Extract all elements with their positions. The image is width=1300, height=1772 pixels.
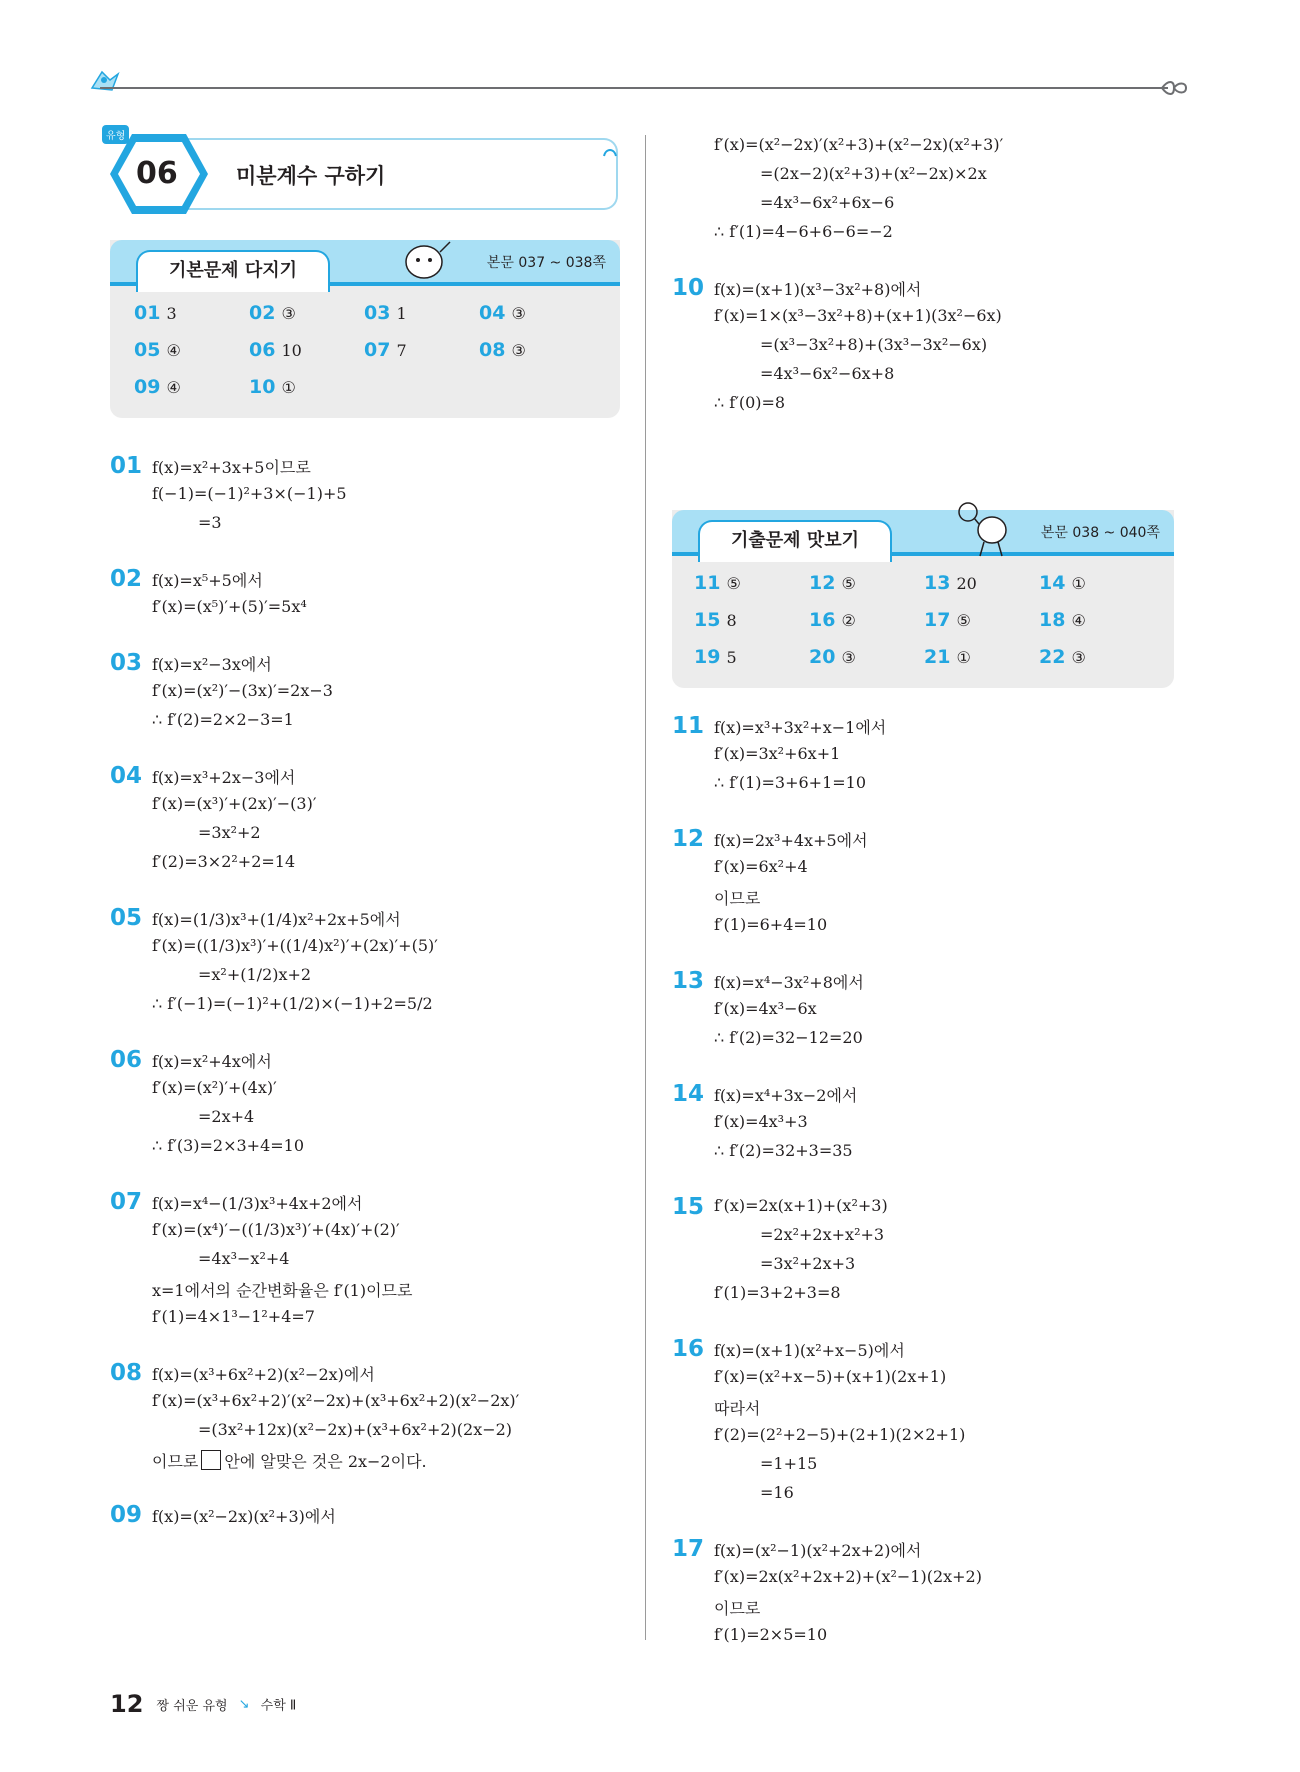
solution-line: f(−1)=(−1)²+3×(−1)+5 xyxy=(152,484,347,503)
solution-line: ∴ f′(2)=32−12=20 xyxy=(714,1028,863,1047)
section-title: 미분계수 구하기 xyxy=(236,164,386,188)
solution-line: ∴ f′(2)=32+3=35 xyxy=(714,1141,853,1160)
solution-line: x=1에서의 순간변화율은 f′(1)이므로 xyxy=(152,1281,413,1300)
answer-number: 11 xyxy=(694,572,721,594)
exam-page-ref: 본문 038 ~ 040쪽 xyxy=(1040,525,1160,541)
solution-line: f′(x)=(x²+x−5)+(x+1)(2x+1) xyxy=(714,1367,947,1386)
answer-value: ① xyxy=(281,378,296,397)
answer-number: 07 xyxy=(364,339,391,361)
answer-value: ④ xyxy=(166,341,181,360)
solution-line: f′(x)=(x²−2x)′(x²+3)+(x²−2x)(x²+3)′ xyxy=(714,135,1004,154)
basic-tab: 기본문제 다지기 xyxy=(136,250,330,292)
solution-line: f(x)=x²−3x에서 xyxy=(152,655,272,674)
solution-line: f′(1)=2×5=10 xyxy=(714,1625,828,1644)
answer-value: ① xyxy=(1071,574,1086,593)
page-number: 12 xyxy=(110,1690,144,1718)
answer-number: 18 xyxy=(1039,609,1066,631)
solution-line: ∴ f′(3)=2×3+4=10 xyxy=(152,1136,305,1155)
answer-number: 05 xyxy=(134,339,161,361)
solution-number: 15 xyxy=(672,1194,705,1220)
solution-line: =1+15 xyxy=(760,1454,818,1473)
basic-page-ref: 본문 037 ~ 038쪽 xyxy=(486,255,606,271)
answer-value: ③ xyxy=(511,304,526,323)
section-number: 06 xyxy=(136,156,178,191)
bird-mascot-icon xyxy=(88,62,122,96)
answer-item xyxy=(249,376,296,398)
solution-line: f(x)=(1/3)x³+(1/4)x²+2x+5에서 xyxy=(152,910,401,929)
answer-value: 20 xyxy=(956,574,977,593)
solution-line: f(x)=2x³+4x+5에서 xyxy=(714,831,868,850)
solution-number: 08 xyxy=(110,1360,143,1386)
answer-number: 03 xyxy=(364,302,391,324)
answer-value: 5 xyxy=(726,648,737,667)
answer-number: 02 xyxy=(249,302,276,324)
solution-line: f(x)=x⁴−3x²+8에서 xyxy=(714,973,864,992)
page-footer xyxy=(110,1690,296,1718)
answer-value: 8 xyxy=(726,611,737,630)
solution-line: f′(1)=6+4=10 xyxy=(714,915,828,934)
solution-number: 03 xyxy=(110,650,143,676)
answer-item xyxy=(924,572,977,594)
solution-line: f′(x)=4x³−6x xyxy=(714,999,817,1018)
solution-line: 이므로 xyxy=(714,1599,761,1618)
solution-line: f(x)=x⁴−(1/3)x³+4x+2에서 xyxy=(152,1194,363,1213)
column-divider xyxy=(645,135,646,1640)
answer-item xyxy=(479,302,526,324)
solution-line: ∴ f′(1)=4−6+6−6=−2 xyxy=(714,222,893,241)
solution-line: ∴ f′(0)=8 xyxy=(714,393,786,412)
solution-line: ∴ f′(2)=2×2−3=1 xyxy=(152,710,294,729)
solution-number: 02 xyxy=(110,566,143,592)
answer-value: ① xyxy=(956,648,971,667)
solution-number: 14 xyxy=(672,1081,705,1107)
answer-number: 04 xyxy=(479,302,506,324)
answer-item xyxy=(924,646,971,668)
solution-line: =16 xyxy=(760,1483,794,1502)
answer-number: 15 xyxy=(694,609,721,631)
answer-value: ④ xyxy=(166,378,181,397)
solution-line: f(x)=x²+4x에서 xyxy=(152,1052,272,1071)
answer-value: ⑤ xyxy=(956,611,971,630)
answer-value: ③ xyxy=(281,304,296,323)
solution-line: f(x)=(x+1)(x²+x−5)에서 xyxy=(714,1341,905,1360)
answer-item xyxy=(479,339,526,361)
answer-number: 10 xyxy=(249,376,276,398)
solution-line: f′(x)=(x²)′+(4x)′ xyxy=(152,1078,277,1097)
solution-line: 따라서 xyxy=(714,1399,761,1418)
solution-line: f(x)=(x²−2x)(x²+3)에서 xyxy=(152,1507,336,1526)
answer-number: 01 xyxy=(134,302,161,324)
answer-number: 21 xyxy=(924,646,951,668)
answer-item xyxy=(134,302,177,324)
solution-line: =(x³−3x²+8)+(3x³−3x²−6x) xyxy=(760,335,988,354)
solution-number: 10 xyxy=(672,275,705,301)
solution-line: =2x+4 xyxy=(198,1107,255,1126)
solution-line: =4x³−x²+4 xyxy=(198,1249,290,1268)
answer-number: 12 xyxy=(809,572,836,594)
answer-value: 1 xyxy=(396,304,407,323)
solution-line: f(x)=(x+1)(x³−3x²+8)에서 xyxy=(714,280,922,299)
solution-line: f′(x)=3x²+6x+1 xyxy=(714,744,841,763)
badminton-cat-icon xyxy=(954,500,1014,560)
solution-line: =4x³−6x²+6x−6 xyxy=(760,193,895,212)
answer-item xyxy=(809,572,856,594)
ribbon-knot-icon xyxy=(1160,78,1190,98)
solution-line: f(x)=x³+2x−3에서 xyxy=(152,768,296,787)
solution-line: =4x³−6x²−6x+8 xyxy=(760,364,895,383)
answer-value: ③ xyxy=(511,341,526,360)
answer-value: ⑤ xyxy=(841,574,856,593)
solution-line: f′(x)=(x³)′+(2x)′−(3)′ xyxy=(152,794,317,813)
header-rule xyxy=(100,87,1168,89)
solution-line: f(x)=x⁵+5에서 xyxy=(152,571,263,590)
answer-number: 08 xyxy=(479,339,506,361)
answer-number: 19 xyxy=(694,646,721,668)
answer-item xyxy=(364,302,407,324)
solution-line: =3 xyxy=(198,513,222,532)
solution-line: f′(x)=(x³+6x²+2)′(x²−2x)+(x³+6x²+2)(x²−2x)′ xyxy=(152,1391,520,1410)
cat-mascot-icon xyxy=(400,234,456,288)
answer-number: 14 xyxy=(1039,572,1066,594)
answer-item xyxy=(1039,572,1086,594)
solution-number: 05 xyxy=(110,905,143,931)
basic-answers-box xyxy=(110,240,620,418)
solution-line: f(x)=x³+3x²+x−1에서 xyxy=(714,718,887,737)
solution-line: f′(x)=2x(x+1)+(x²+3) xyxy=(714,1196,888,1215)
solution-line: =x²+(1/2)x+2 xyxy=(198,965,312,984)
arrow-icon: ↘ xyxy=(238,1696,250,1712)
solution-line: f′(x)=2x(x²+2x+2)+(x²−1)(2x+2) xyxy=(714,1567,982,1586)
answer-value: ⑤ xyxy=(726,574,741,593)
solution-line: f(x)=x²+3x+5이므로 xyxy=(152,458,311,477)
solution-line: f′(x)=(x⁵)′+(5)′=5x⁴ xyxy=(152,597,307,616)
solution-number: 04 xyxy=(110,763,143,789)
solution-line: ∴ f′(−1)=(−1)²+(1/2)×(−1)+2=5/2 xyxy=(152,994,433,1013)
solution-number: 01 xyxy=(110,453,143,479)
type-badge: 유형 xyxy=(102,124,129,144)
solution-line: =2x²+2x+x²+3 xyxy=(760,1225,885,1244)
solution-line: 이므로 xyxy=(714,889,761,908)
book-title: 짱 쉬운 유형 xyxy=(156,1698,228,1714)
answer-item xyxy=(249,302,296,324)
solution-line: f′(2)=(2²+2−5)+(2+1)(2×2+1) xyxy=(714,1425,966,1444)
subject-label: 수학 Ⅱ xyxy=(260,1698,297,1714)
solution-line: 이므로 안에 알맞은 것은 2x−2이다. xyxy=(152,1452,427,1471)
answer-value: ④ xyxy=(1071,611,1086,630)
solution-number: 06 xyxy=(110,1047,143,1073)
answer-item xyxy=(134,339,181,361)
solution-line: f(x)=(x³+6x²+2)(x²−2x)에서 xyxy=(152,1365,375,1384)
section-header xyxy=(108,130,620,214)
answer-item xyxy=(249,339,302,361)
solution-line: f′(x)=((1/3)x³)′+((1/4)x²)′+(2x)′+(5)′ xyxy=(152,936,438,955)
solution-line: f′(x)=(x²)′−(3x)′=2x−3 xyxy=(152,681,333,700)
answer-item xyxy=(694,609,737,631)
solution-number: 13 xyxy=(672,968,705,994)
solution-number: 11 xyxy=(672,713,705,739)
solution-line: f′(1)=3+2+3=8 xyxy=(714,1283,841,1302)
solution-line: =3x²+2x+3 xyxy=(760,1254,856,1273)
answer-number: 20 xyxy=(809,646,836,668)
answer-value: 7 xyxy=(396,341,407,360)
solution-line: =3x²+2 xyxy=(198,823,261,842)
answer-item xyxy=(1039,609,1086,631)
answer-item xyxy=(1039,646,1086,668)
solution-number: 17 xyxy=(672,1536,705,1562)
solution-line: =(3x²+12x)(x²−2x)+(x³+6x²+2)(2x−2) xyxy=(198,1420,513,1439)
solution-line: f′(x)=4x³+3 xyxy=(714,1112,808,1131)
answer-item xyxy=(809,646,856,668)
curl-icon xyxy=(602,146,618,158)
solution-number: 07 xyxy=(110,1189,143,1215)
solution-line: f′(1)=4×1³−1²+4=7 xyxy=(152,1307,315,1326)
answer-item xyxy=(924,609,971,631)
answer-value: ② xyxy=(841,611,856,630)
solution-line: =(2x−2)(x²+3)+(x²−2x)×2x xyxy=(760,164,987,183)
solution-line: ∴ f′(1)=3+6+1=10 xyxy=(714,773,867,792)
answer-item xyxy=(809,609,856,631)
answer-number: 09 xyxy=(134,376,161,398)
answer-value: 3 xyxy=(166,304,177,323)
solution-line: f(x)=(x²−1)(x²+2x+2)에서 xyxy=(714,1541,922,1560)
solution-number: 09 xyxy=(110,1502,143,1528)
answer-item xyxy=(134,376,181,398)
solution-line: f′(2)=3×2²+2=14 xyxy=(152,852,296,871)
solution-line: f′(x)=6x²+4 xyxy=(714,857,808,876)
solution-line: f(x)=x⁴+3x−2에서 xyxy=(714,1086,858,1105)
exam-tab: 기출문제 맛보기 xyxy=(698,520,892,562)
solution-number: 12 xyxy=(672,826,705,852)
answer-number: 06 xyxy=(249,339,276,361)
answer-item xyxy=(694,572,741,594)
solution-line: f′(x)=(x⁴)′−((1/3)x³)′+(4x)′+(2)′ xyxy=(152,1220,400,1239)
answer-item xyxy=(694,646,737,668)
answer-item xyxy=(364,339,407,361)
exam-answers-box xyxy=(672,510,1174,688)
answer-value: 10 xyxy=(281,341,302,360)
answer-number: 22 xyxy=(1039,646,1066,668)
answer-value: ③ xyxy=(841,648,856,667)
solution-line: f′(x)=1×(x³−3x²+8)+(x+1)(3x²−6x) xyxy=(714,306,1002,325)
answer-value: ③ xyxy=(1071,648,1086,667)
answer-number: 13 xyxy=(924,572,951,594)
blank-box xyxy=(201,1450,221,1470)
solution-number: 16 xyxy=(672,1336,705,1362)
answer-number: 17 xyxy=(924,609,951,631)
answer-number: 16 xyxy=(809,609,836,631)
